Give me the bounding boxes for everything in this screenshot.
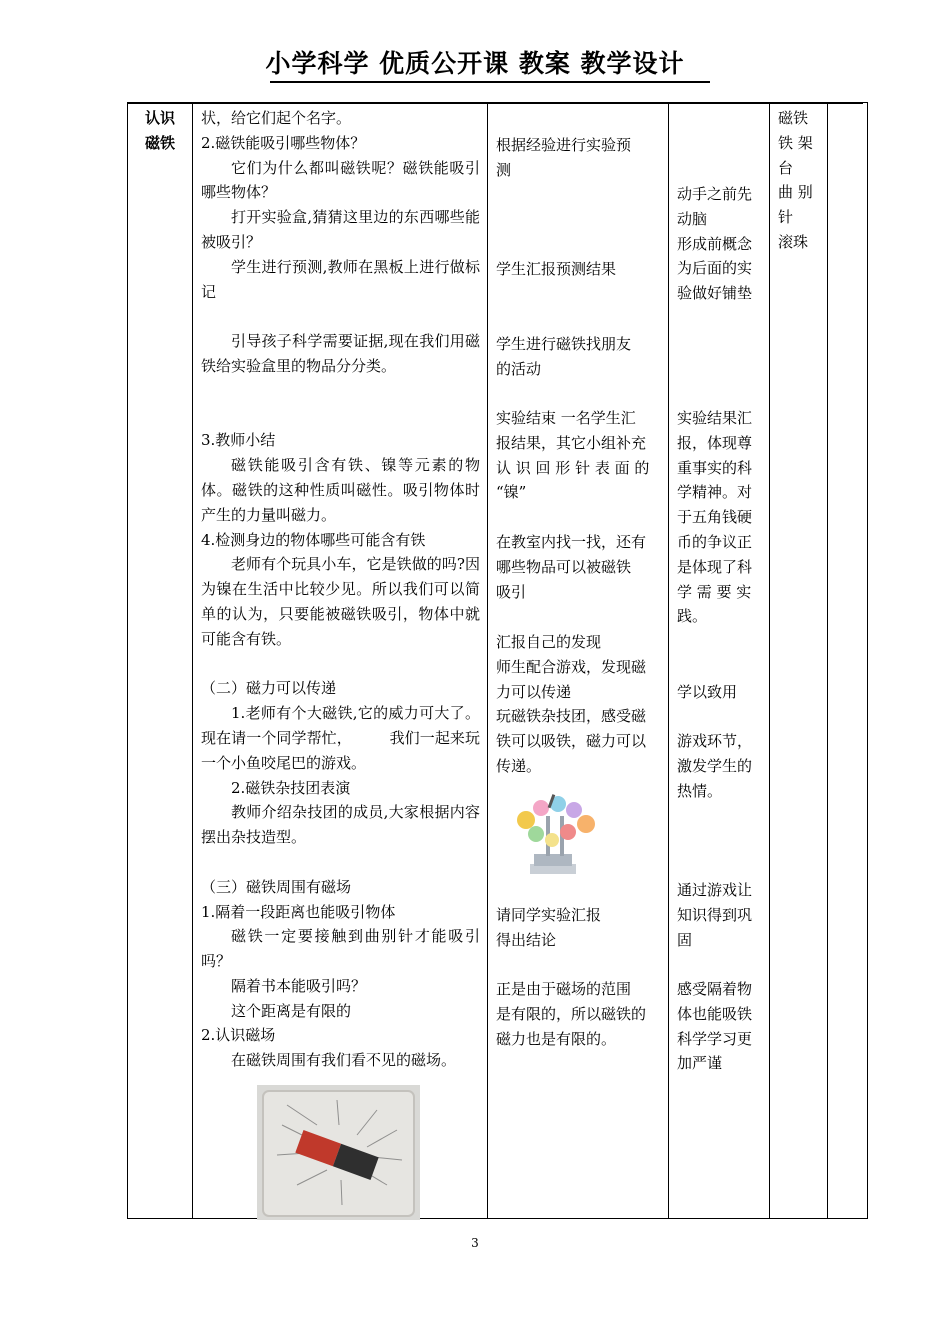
design-intent-block-line: 通过游戏让 <box>677 881 753 899</box>
page-header-title: 小学科学 优质公开课 教案 教学设计 <box>265 49 685 78</box>
material-item: 铁 架 <box>778 133 813 152</box>
student-activity-block-line: 是有限的，所以磁铁的 <box>496 1004 647 1023</box>
student-activity-block-line: 学生进行磁铁找朋友 <box>496 335 632 353</box>
design-intent-block-line: 游戏环节， <box>677 732 753 750</box>
design-intent-block-line: 固 <box>677 930 693 949</box>
teacher-line: 3.教师小结 <box>201 431 276 450</box>
teacher-line: 学生进行预测,教师在黑板上进行做标记 <box>201 257 480 301</box>
teacher-line: 1.隔着一段距离也能吸引物体 <box>201 902 396 921</box>
design-intent-block <box>677 729 765 803</box>
teacher-line: 2.认识磁场 <box>201 1026 276 1045</box>
teacher-line <box>201 404 480 429</box>
student-activity-block-line: 报结果，其它小组补充 <box>496 433 647 452</box>
design-intent-block-line: 币的争议正 <box>677 532 753 551</box>
teacher-line: 老师有个玩具小车，它是铁做的吗?因为镍在生活中比较少见。所以我们可以简单的认为，只要能被磁铁吸引，物体中就可能含有铁。 <box>201 555 480 648</box>
design-intent-block-line: 践。 <box>677 607 708 626</box>
teacher-line <box>201 379 480 404</box>
student-activity-block-line: 学生汇报预测结果 <box>496 260 617 278</box>
student-activity-block-line: 的活动 <box>496 359 542 378</box>
student-activity-block <box>496 332 664 382</box>
student-activity-block-line: 测 <box>496 160 512 179</box>
student-activity-block <box>496 406 664 505</box>
magnetic-field-photo <box>257 1085 420 1220</box>
student-activity-block-line: 认 识 回 形 针 表 面 的 <box>496 458 650 477</box>
student-activity-block <box>496 630 664 779</box>
teacher-line: 1.老师有个大磁铁,它的威力可大了。现在请一个同学帮忙， 我们一起来玩一个小鱼咬尾巴的游戏。 <box>201 704 480 772</box>
student-activity-block-line: 根据经验进行实验预 <box>496 136 632 154</box>
student-activity-block-line: “镍” <box>496 483 527 502</box>
student-activity-block-line: 磁力也是有限的。 <box>496 1029 617 1048</box>
design-intent-block <box>677 977 765 1076</box>
student-activity-block-line: 铁可以吸铁，磁力可以 <box>496 732 647 751</box>
section-label-line: 磁铁 <box>144 133 175 152</box>
teacher-line: 4.检测身边的物体哪些可能含有铁 <box>201 530 426 549</box>
design-intent-block-line: 报，体现尊 <box>677 433 753 452</box>
student-activity-block-line: 哪些物品可以被磁铁 <box>496 557 632 576</box>
student-activity-block <box>496 133 664 183</box>
student-activity-block-line: 师生配合游戏，发现磁 <box>496 657 647 676</box>
material-item: 台 <box>778 158 794 177</box>
design-intent-block <box>677 182 765 306</box>
design-intent-block-line: 学精神。对 <box>677 483 753 502</box>
teacher-line: 引导孩子科学需要证据,现在我们用磁铁给实验盒里的物品分分类。 <box>201 332 480 375</box>
teacher-line: 2.磁铁能吸引哪些物体？ <box>201 133 366 152</box>
design-intent-block-line: 是体现了科 <box>677 557 753 576</box>
teacher-line: （三）磁铁周围有磁场 <box>201 877 352 896</box>
design-intent-block-line: 激发学生的 <box>677 756 753 775</box>
teacher-line: （二）磁力可以传递 <box>201 679 337 698</box>
teacher-line: 隔着书本能吸引吗？ <box>231 976 367 995</box>
design-intent-block <box>677 878 765 952</box>
section-label-line: 认识 <box>144 109 175 127</box>
student-activity-block-line: 吸引 <box>496 582 527 601</box>
material-item: 曲 别 <box>778 183 813 202</box>
column-divider <box>769 102 770 1219</box>
teacher-line: 2.磁铁杂技团表演 <box>231 778 351 797</box>
design-intent-block-line: 动手之前先 <box>677 185 753 203</box>
design-intent-block-line: 热情。 <box>677 781 723 800</box>
design-intent-block <box>677 406 765 629</box>
header-underline <box>270 81 710 83</box>
page-number: 3 <box>471 1236 479 1250</box>
teacher-line <box>201 304 480 329</box>
design-intent-block-line: 验做好铺垫 <box>677 284 753 303</box>
materials-column <box>778 106 822 255</box>
column-divider <box>487 102 488 1219</box>
teacher-line: 它们为什么都叫磁铁呢？磁铁能吸引哪些物体？ <box>201 158 480 202</box>
teacher-activity-column <box>201 106 480 1073</box>
student-activity-block-line: 玩磁铁杂技团，感受磁 <box>496 707 647 726</box>
magnet-acrobat-photo <box>506 786 606 886</box>
teacher-line: 磁铁一定要接触到曲别针才能吸引吗？ <box>201 927 480 971</box>
table-top-rule <box>127 102 863 104</box>
teacher-line: 这个距离是有限的 <box>231 1001 352 1020</box>
student-activity-block-line: 请同学实验汇报 <box>496 906 602 924</box>
design-intent-block-line: 于五角钱硬 <box>677 508 753 527</box>
design-intent-block-line: 加严谨 <box>677 1054 723 1073</box>
student-activity-block <box>496 530 664 604</box>
design-intent-block-line: 学 需 要 实 <box>677 582 752 601</box>
teacher-line <box>201 850 480 875</box>
student-activity-block-line: 力可以传递 <box>496 682 572 701</box>
student-activity-block-line: 正是由于磁场的范围 <box>496 980 632 998</box>
column-divider <box>668 102 669 1219</box>
design-intent-block-line: 形成前概念 <box>677 234 753 253</box>
student-activity-block-line: 传递。 <box>496 756 542 775</box>
student-activity-block-line: 在教室内找一找，还有 <box>496 533 647 551</box>
material-item: 磁铁 <box>778 109 809 127</box>
design-intent-block-line: 为后面的实 <box>677 259 753 278</box>
student-activity-block-line: 得出结论 <box>496 930 557 949</box>
design-intent-block-line: 体也能吸铁 <box>677 1004 753 1023</box>
student-activity-block-line: 汇报自己的发现 <box>496 633 602 651</box>
design-intent-block-line: 知识得到巩 <box>677 905 753 924</box>
design-intent-block-line: 学以致用 <box>677 683 738 701</box>
column-divider <box>827 102 828 1219</box>
material-item: 针 <box>778 208 794 227</box>
design-intent-block-line: 科学学习更 <box>677 1029 753 1048</box>
design-intent-block-line: 感受隔着物 <box>677 980 753 998</box>
section-label <box>137 106 183 156</box>
design-intent-block-line: 动脑 <box>677 209 708 228</box>
teacher-line: 状，给它们起个名字。 <box>201 109 352 127</box>
column-divider <box>192 102 193 1219</box>
design-intent-block-line: 重事实的科 <box>677 458 753 477</box>
teacher-line: 教师介绍杂技团的成员,大家根据内容摆出杂技造型。 <box>201 803 480 847</box>
teacher-line: 磁铁能吸引含有铁、镍等元素的物体。磁铁的这种性质叫磁性。吸引物体时产生的力量叫磁力。 <box>201 456 480 524</box>
student-activity-block <box>496 977 664 1051</box>
material-item: 滚珠 <box>778 232 809 251</box>
teacher-line: 在磁铁周围有我们看不见的磁场。 <box>231 1051 457 1070</box>
teacher-line <box>201 652 480 677</box>
design-intent-block-line: 实验结果汇 <box>677 409 753 427</box>
design-intent-block <box>677 680 765 705</box>
student-activity-block <box>496 257 664 282</box>
student-activity-block <box>496 903 664 953</box>
student-activity-block-line: 实验结束 一名学生汇 <box>496 409 636 427</box>
teacher-line: 打开实验盒,猜猜这里边的东西哪些能被吸引？ <box>201 208 480 251</box>
